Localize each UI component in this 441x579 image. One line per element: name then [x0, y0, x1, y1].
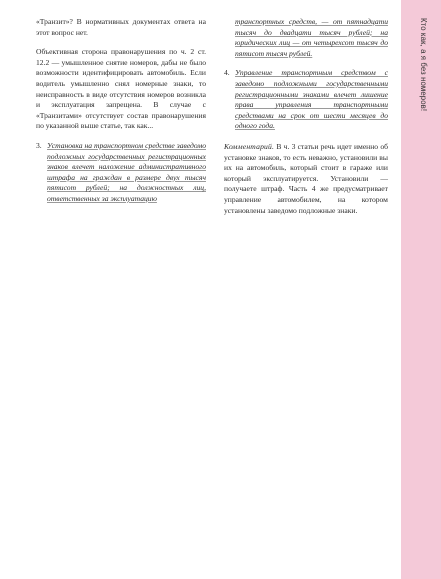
comment-label: Комментарий. [224, 141, 275, 151]
law-item-3 [36, 141, 206, 205]
paragraph-objective-side: Объективная сторона правонарушения по ч. 2 ст. 12.2 — умышленное снятие номеров, дабы не было возможности идентифицировать автомобиль. Если водитель умышленно снял номерные знаки, то неисправность в виде отсутствия номеров возникла и эксплуатация запрещена. В случае с «Транзитами» отсутствует состав правонарушения по указанной выше статье, так как... [36, 47, 206, 131]
law-item-3-number: 3. [36, 140, 42, 150]
comment-paragraph [224, 142, 388, 216]
law-item-4-text: Управление транспортным средством с заведомо подложными государственными регистрационными знаками влечет лишение права управления транспортными средствами на срок от шести месяцев до одного года. [235, 68, 388, 131]
law-item-3-continuation: транспортных средств, — от пятнадцати тысяч до двадцати тысяч рублей; на юридических лиц — от четырехсот тысяч до пятисот тысяч рублей. [235, 17, 388, 58]
chapter-sidebar [401, 0, 441, 579]
law-item-3-text: Установка на транспортном средстве заведомо подложных государственных регистрационных знаков влечет наложение административного штрафа на граждан в размере двух тысяч пятисот рублей; на должностных лиц, ответственных за эксплуатацию [47, 140, 206, 203]
law-item-4 [224, 68, 388, 132]
chapter-sidebar-label: Кто как, а я без номеров! [419, 18, 428, 112]
left-column [36, 17, 206, 214]
law-item-4-number: 4. [224, 68, 230, 78]
paragraph-transit-question: «Транзит»? В нормативных документах ответа на этот вопрос нет. [36, 17, 206, 37]
comment-text: В ч. 3 статьи речь идет именно об установке знаков, то есть неважно, установили вы их на автомобиль, который стоит в гараже или который эксплуатируется. Установили — получаете штраф. Часть 4 же предусматривает управление автомобилем, на котором установлены заведомо подложные знаки. [224, 141, 388, 215]
right-column [224, 17, 388, 225]
